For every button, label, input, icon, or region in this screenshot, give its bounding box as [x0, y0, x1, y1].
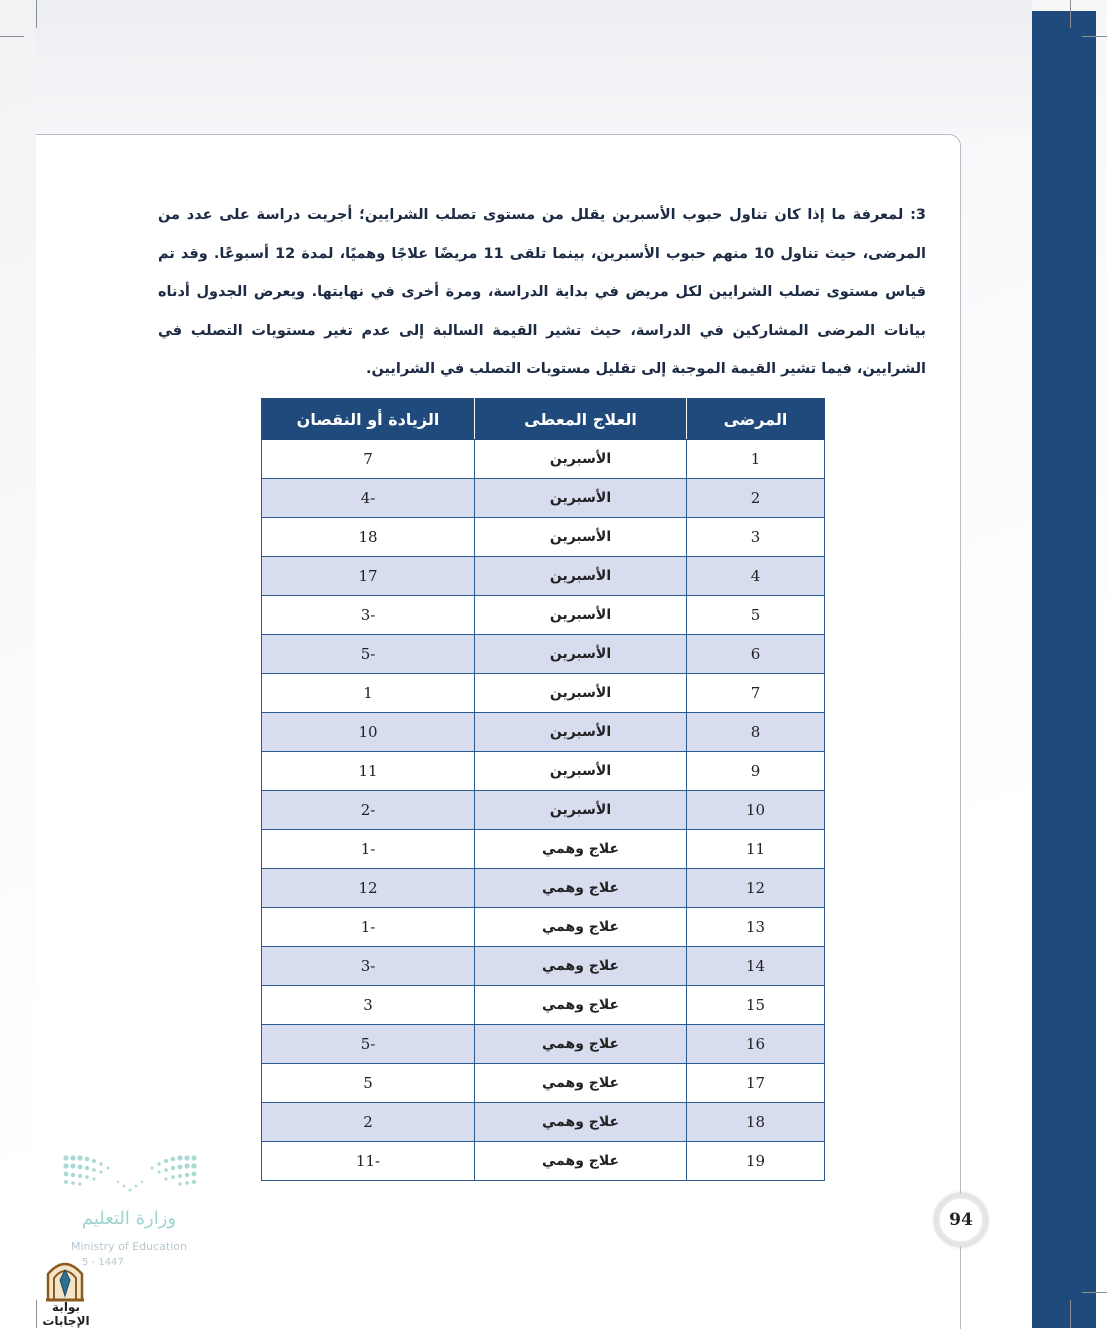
treatment-cell: علاج وهمي	[475, 1142, 687, 1181]
patient-cell: 6	[687, 635, 825, 674]
treatment-cell: علاج وهمي	[475, 908, 687, 947]
ministry-logo-icon	[60, 1150, 200, 1210]
problem-paragraph: 3: لمعرفة ما إذا كان تناول حبوب الأسبرين يقلل من مستوى تصلب الشرايين؛ أجريت دراسة على عدد من المرضى، حيث تناول 10 منهم حبوب الأسبرين، بينما تلقى 11 مريضًا علاجًا وهميًا، لمدة 12 أسبوعًا. وقد تم قياس مستوى تصلب الشرايين لكل مريض في بداية الدراسة، ومرة أخرى في نهايتها. ويعرض الجدول أدناه بيانات المرضى المشاركين في الدراسة، حيث تشير القيمة السالبة إلى عدم تغير مستويات التصلب في الشرايين، فيما تشير القيمة الموجبة إلى تقليل مستويات التصلب في الشرايين.	[158, 207, 926, 377]
ministry-year: 5 - 1447	[82, 1257, 124, 1268]
treatment-cell: الأسبرين	[475, 635, 687, 674]
patient-cell: 8	[687, 713, 825, 752]
table-row	[262, 986, 825, 1025]
patient-cell: 15	[687, 986, 825, 1025]
treatment-cell: الأسبرين	[475, 791, 687, 830]
crop-mark	[1082, 1292, 1107, 1293]
treatment-cell: الأسبرين	[475, 440, 687, 479]
ministry-name-arabic: وزارة التعليم	[81, 1208, 177, 1229]
portal-gate-icon	[44, 1256, 86, 1302]
change-cell: 2	[262, 1103, 475, 1142]
treatment-cell: الأسبرين	[475, 596, 687, 635]
patient-cell: 14	[687, 947, 825, 986]
treatment-cell: الأسبرين	[475, 479, 687, 518]
ministry-name-english: Ministry of Education	[70, 1240, 187, 1253]
patient-cell: 3	[687, 518, 825, 557]
treatment-cell: الأسبرين	[475, 557, 687, 596]
treatment-cell: الأسبرين	[475, 713, 687, 752]
change-cell: -3	[262, 947, 475, 986]
treatment-cell: علاج وهمي	[475, 1064, 687, 1103]
table-row	[262, 1064, 825, 1103]
treatment-cell: علاج وهمي	[475, 830, 687, 869]
table-row	[262, 869, 825, 908]
change-cell: 18	[262, 518, 475, 557]
change-cell: -2	[262, 791, 475, 830]
change-cell: -5	[262, 635, 475, 674]
patient-cell: 11	[687, 830, 825, 869]
change-cell: -3	[262, 596, 475, 635]
change-cell: -4	[262, 479, 475, 518]
patient-cell: 1	[687, 440, 825, 479]
crop-mark	[0, 36, 24, 37]
treatment-cell: علاج وهمي	[475, 1025, 687, 1064]
table-row	[262, 635, 825, 674]
table-row	[262, 713, 825, 752]
page-number: 94	[949, 1210, 973, 1230]
treatment-cell: علاج وهمي	[475, 1103, 687, 1142]
table-row	[262, 674, 825, 713]
crop-mark	[1082, 36, 1107, 37]
patient-cell: 19	[687, 1142, 825, 1181]
change-cell: -11	[262, 1142, 475, 1181]
table-row	[262, 1103, 825, 1142]
change-cell: -1	[262, 908, 475, 947]
page-number-badge	[934, 1193, 988, 1247]
treatment-cell: علاج وهمي	[475, 986, 687, 1025]
change-cell: 10	[262, 713, 475, 752]
treatment-cell: الأسبرين	[475, 518, 687, 557]
table-header-row	[262, 399, 825, 440]
change-cell: 7	[262, 440, 475, 479]
crop-mark	[1070, 1300, 1071, 1328]
table-row	[262, 518, 825, 557]
treatment-cell: الأسبرين	[475, 674, 687, 713]
table-row	[262, 1142, 825, 1181]
patient-cell: 9	[687, 752, 825, 791]
side-color-bar	[1032, 11, 1096, 1328]
change-cell: 17	[262, 557, 475, 596]
table-row	[262, 947, 825, 986]
change-cell: 11	[262, 752, 475, 791]
portal-label: بوابة الإجابات	[42, 1300, 90, 1328]
change-cell: 5	[262, 1064, 475, 1103]
patient-cell: 2	[687, 479, 825, 518]
patient-cell: 13	[687, 908, 825, 947]
change-cell: 1	[262, 674, 475, 713]
crop-mark	[1070, 0, 1071, 28]
table-row	[262, 752, 825, 791]
header-patients: المرضى	[687, 399, 825, 440]
table-row	[262, 596, 825, 635]
header-change: الزيادة أو النقصان	[262, 399, 475, 440]
patients-table	[261, 398, 825, 1181]
header-shade	[36, 0, 1032, 134]
table-row	[262, 479, 825, 518]
table-row	[262, 791, 825, 830]
table-row	[262, 908, 825, 947]
change-cell: -5	[262, 1025, 475, 1064]
table-row	[262, 557, 825, 596]
patient-cell: 18	[687, 1103, 825, 1142]
change-cell: 12	[262, 869, 475, 908]
table-row	[262, 1025, 825, 1064]
treatment-cell: علاج وهمي	[475, 869, 687, 908]
patient-cell: 17	[687, 1064, 825, 1103]
treatment-cell: الأسبرين	[475, 752, 687, 791]
patient-cell: 10	[687, 791, 825, 830]
header-treatment: العلاج المعطى	[475, 399, 687, 440]
patient-cell: 5	[687, 596, 825, 635]
patient-cell: 7	[687, 674, 825, 713]
change-cell: 3	[262, 986, 475, 1025]
patient-cell: 12	[687, 869, 825, 908]
treatment-cell: علاج وهمي	[475, 947, 687, 986]
change-cell: -1	[262, 830, 475, 869]
crop-mark	[36, 0, 37, 28]
table-row	[262, 830, 825, 869]
patient-cell: 4	[687, 557, 825, 596]
table-row	[262, 440, 825, 479]
patient-cell: 16	[687, 1025, 825, 1064]
